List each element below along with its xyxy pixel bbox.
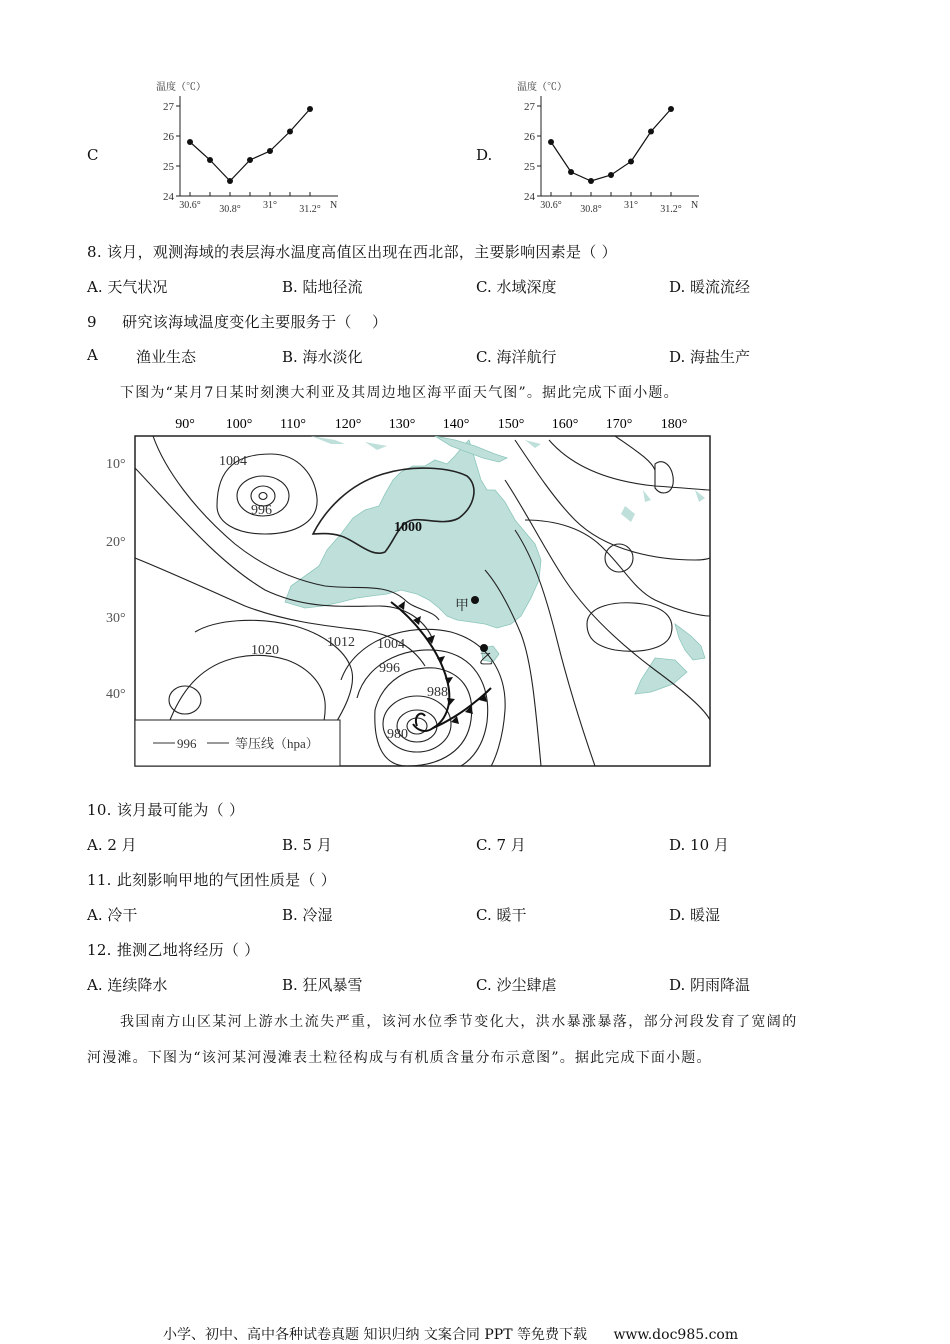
footer-text — [163, 1324, 738, 1344]
isobar-label-1012: 1012 — [327, 635, 355, 650]
isobar-label-1004-west: 1004 — [219, 454, 247, 469]
q12-option-a: A. 连续降水 — [87, 976, 168, 994]
lat-label-20: 20° — [106, 535, 126, 550]
data-point — [668, 106, 674, 112]
y-tick-label: 26 — [524, 131, 535, 143]
y-tick-label: 27 — [163, 101, 174, 113]
question-11-stem: 11. 此刻影响甲地的气团性质是（ ） — [87, 871, 337, 889]
q9-option-b: B. 海水淡化 — [282, 348, 363, 366]
q8-option-a: A. 天气状况 — [87, 278, 168, 296]
data-point — [648, 129, 654, 135]
data-point — [628, 159, 634, 165]
q10-option-d: D. 10 月 — [669, 836, 729, 854]
x-tick-label: 31° — [624, 200, 638, 211]
q11-option-c: C. 暖干 — [476, 906, 527, 924]
q10-option-b: B. 5 月 — [282, 836, 332, 854]
data-point — [207, 157, 213, 163]
option-d-label: D. — [476, 146, 493, 164]
chart-d-svg — [511, 78, 711, 218]
footer-site-link[interactable]: www.doc985.com — [613, 1327, 739, 1343]
q10-option-c: C. 7 月 — [476, 836, 526, 854]
y-tick-label: 26 — [163, 131, 174, 143]
x-tick-label: 30.8° — [580, 204, 602, 215]
q12-option-b: B. 狂风暴雪 — [282, 976, 363, 994]
y-tick-label: 24 — [163, 191, 174, 203]
q11-option-d: D. 暖湿 — [669, 906, 721, 924]
x-tick-label: 30.6° — [540, 200, 562, 211]
q9-option-a: 渔业生态 — [136, 348, 197, 366]
legend-isobar-text: 等压线（hpa） — [235, 736, 319, 751]
y-tick-label: 24 — [524, 191, 535, 203]
point-jia-marker — [471, 596, 479, 604]
isobar-label-996-south: 996 — [379, 661, 400, 676]
lat-label-10: 10° — [106, 457, 126, 472]
option-c-label: C — [87, 146, 99, 164]
lon-label-130: 130° — [388, 417, 416, 432]
question-9-stem: 9 研究该海域温度变化主要服务于（ ） — [87, 313, 388, 331]
data-point — [548, 139, 554, 145]
y-axis-label: 温度（℃） — [156, 82, 206, 93]
data-point — [187, 139, 193, 145]
footer-description: 小学、初中、高中各种试卷真题 知识归纳 文案合同 PPT 等免费下载 — [163, 1327, 587, 1343]
q11-option-a: A. 冷干 — [87, 906, 138, 924]
q8-option-b: B. 陆地径流 — [282, 278, 363, 296]
isobar-label-1000: 1000 — [394, 520, 422, 535]
q12-option-c: C. 沙尘肆虐 — [476, 976, 557, 994]
y-tick-label: 27 — [524, 101, 535, 113]
data-point — [287, 129, 293, 135]
lon-label-120: 120° — [334, 417, 362, 432]
data-point — [227, 178, 233, 184]
x-tick-label: 30.8° — [219, 204, 241, 215]
data-point — [608, 172, 614, 178]
question-12-stem: 12. 推测乙地将经历（ ） — [87, 941, 260, 959]
data-point — [568, 169, 574, 175]
lat-label-40: 40° — [106, 687, 126, 702]
lon-label-150: 150° — [497, 417, 525, 432]
q9-option-a-label: A — [87, 346, 98, 364]
place-label-yi: 乙 — [479, 653, 493, 668]
x-tick-label: 30.6° — [179, 200, 201, 211]
q11-option-b: B. 冷湿 — [282, 906, 333, 924]
question-10-stem: 10. 该月最可能为（ ） — [87, 801, 245, 819]
lon-label-160: 160° — [551, 417, 579, 432]
x-tick-label: 31.2° — [660, 204, 682, 215]
q10-option-a: A. 2 月 — [87, 836, 137, 854]
chart-option-d — [511, 78, 711, 218]
data-point — [247, 157, 253, 163]
q8-option-c: C. 水域深度 — [476, 278, 557, 296]
isobar-label-996-west: 996 — [251, 503, 272, 518]
river-intro-line1: 我国南方山区某河上游水土流失严重，该河水位季节变化大，洪水暴涨暴落，部分河段发育了宽阔的 — [120, 1014, 798, 1030]
isobar-label-980: 980 — [387, 727, 408, 742]
isobar-label-1020: 1020 — [251, 643, 279, 658]
q9-option-d: D. 海盐生产 — [669, 348, 751, 366]
y-tick-label: 25 — [524, 161, 535, 173]
series-line — [190, 109, 310, 181]
isobar-label-988: 988 — [427, 685, 448, 700]
lat-label-30: 30° — [106, 611, 126, 626]
lon-label-170: 170° — [605, 417, 633, 432]
lon-label-90: 90° — [175, 417, 195, 432]
isobar-label-1004-south: 1004 — [377, 637, 405, 652]
place-label-jia: 甲 — [455, 599, 469, 614]
chart-option-c — [150, 78, 350, 218]
chart-c-svg — [150, 78, 350, 218]
q12-option-d: D. 阴雨降温 — [669, 976, 751, 994]
weather-map-svg — [95, 410, 720, 770]
legend-isobar-value: 996 — [177, 736, 197, 751]
y-tick-label: 25 — [163, 161, 174, 173]
river-intro-line2: 河漫滩。下图为“该河某河漫滩表土粒径构成与有机质含量分布示意图”。据此完成下面小题。 — [87, 1050, 712, 1066]
x-tick-label: 31.2° — [299, 204, 321, 215]
lon-label-100: 100° — [225, 417, 253, 432]
data-point — [307, 106, 313, 112]
q8-option-d: D. 暖流流经 — [669, 278, 751, 296]
data-point — [267, 148, 273, 154]
lon-label-140: 140° — [442, 417, 470, 432]
data-point — [588, 178, 594, 184]
y-axis-label: 温度（℃） — [517, 82, 567, 93]
weather-map — [95, 410, 720, 770]
lon-label-180: 180° — [660, 417, 688, 432]
lon-label-110: 110° — [279, 417, 307, 432]
point-yi-marker — [480, 644, 488, 652]
q9-option-c: C. 海洋航行 — [476, 348, 557, 366]
question-8-stem: 8. 该月，观测海域的表层海水温度高值区出现在西北部，主要影响因素是（ ） — [87, 243, 617, 261]
map-intro-text: 下图为“某月7日某时刻澳大利亚及其周边地区海平面天气图”。据此完成下面小题。 — [120, 385, 679, 401]
x-axis-unit: N — [691, 200, 699, 211]
x-axis-unit: N — [330, 200, 338, 211]
x-tick-label: 31° — [263, 200, 277, 211]
